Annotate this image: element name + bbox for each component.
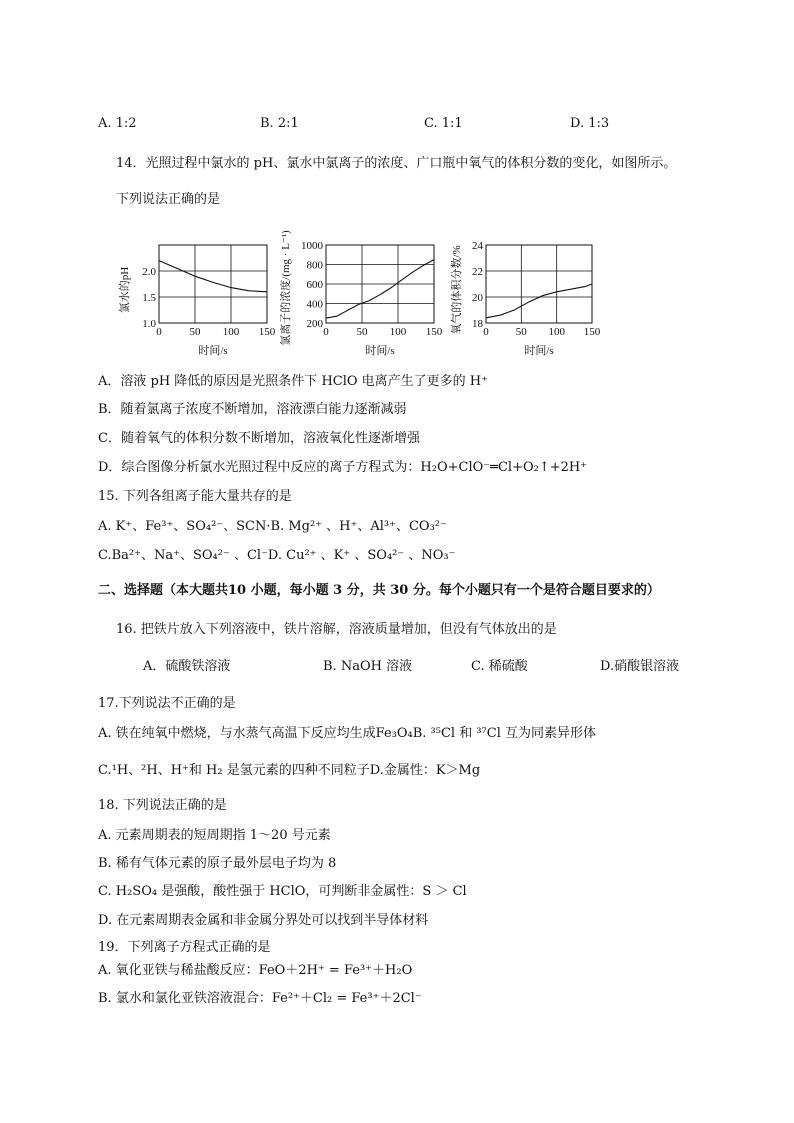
q13-option-d: D. 1:3 [570, 116, 610, 131]
chart-chloride-xlabel: 时间/s [365, 345, 395, 357]
chart-oxygen-series-line [486, 284, 592, 318]
chart-oxygen-ylabel: 氧气的体积分数/% [451, 245, 463, 335]
chart-ph-xtick-0: 0 [156, 326, 162, 338]
q15-row-cd: C.Ba²⁺、Na⁺、SO₄²⁻ 、Cl⁻D. Cu²⁺ 、K⁺ 、SO₄²⁻ 、NO₃⁻ [98, 548, 456, 563]
q18-option-d: D. 在元素周期表金属和非金属分界处可以找到半导体材料 [98, 913, 429, 928]
chart-chloride-ytick-200: 200 [306, 318, 323, 330]
q18-option-a: A. 元素周期表的短周期指 1～20 号元素 [98, 828, 331, 843]
q16-stem: 16. 把铁片放入下列溶液中，铁片溶解，溶液质量增加，但没有气体放出的是 [116, 622, 557, 637]
q14-option-a: A．溶液 pH 降低的原因是光照条件下 HClO 电离产生了更多的 H⁺ [98, 374, 489, 389]
q16-option-b: B. NaOH 溶液 [323, 659, 413, 674]
chart-ph-xtick-150: 150 [258, 326, 276, 338]
q14-stem: 14．光照过程中氯水的 pH、氯水中氯离子的浓度、广口瓶中氧气的体积分数的变化，如图所示。 [116, 156, 677, 171]
chart-chloride-ytick-600: 600 [306, 279, 323, 291]
chart-chloride-ytick-800: 800 [306, 259, 323, 272]
chart-chloride-xtick-150: 150 [425, 326, 443, 338]
chart-chloride-xtick-50: 50 [356, 326, 368, 338]
chart-ph-xtick-100: 100 [222, 326, 240, 338]
q17-stem: 17.下列说法不正确的是 [98, 696, 236, 711]
q18-option-c: C. H₂SO₄ 是强酸，酸性强于 HClO，可判断非金属性：S ＞ Cl [98, 884, 467, 899]
chart-oxygen-ytick-20: 20 [472, 292, 483, 304]
chart-chloride-svg [280, 218, 450, 363]
q14-option-d: D．综合图像分析氯水光照过程中反应的离子方程式为：H₂O+ClO⁻═Cl+O₂↑+2H⁺ [98, 460, 588, 475]
chart-oxygen-xlabel: 时间/s [524, 345, 554, 357]
section-2-heading: 二、选择题（本大题共10 小题，每小题 3 分，共 30 分。每个小题只有一个是符合题目要求的） [98, 583, 660, 598]
chart-oxygen-xtick-150: 150 [583, 326, 601, 338]
chart-ph-frame [159, 245, 267, 323]
chart-oxygen-xtick-0: 0 [483, 326, 489, 338]
chart-ph-series-line [159, 261, 267, 292]
chart-chloride-ytick-1000: 1000 [301, 240, 323, 252]
chart-ph [112, 218, 282, 367]
q17-row-ab: A. 铁在纯氧中燃烧，与水蒸气高温下反应均生成Fe₃O₄B. ³⁵Cl 和 ³⁷Cl 互为同素异形体 [98, 726, 597, 741]
q16-option-d: D.硝酸银溶液 [600, 659, 680, 674]
chart-oxygen-ytick-18: 18 [472, 318, 483, 330]
chart-ph-ytick-1-5: 1.5 [142, 292, 156, 304]
q14-option-b: B．随着氯离子浓度不断增加，溶液漂白能力逐渐减弱 [98, 402, 407, 417]
chart-ph-svg [112, 218, 282, 363]
chart-oxygen-xtick-50: 50 [515, 326, 527, 338]
q13-option-b: B. 2:1 [260, 116, 299, 131]
q16-option-c: C. 稀硫酸 [471, 659, 528, 674]
chart-oxygen-xtick-100: 100 [548, 326, 565, 338]
chart-ph-xtick-50: 50 [189, 326, 201, 338]
chart-oxygen [448, 218, 618, 367]
q16-option-a: A．硫酸铁溶液 [143, 659, 231, 674]
q18-option-b: B. 稀有气体元素的原子最外层电子均为 8 [98, 856, 337, 871]
chart-ph-ytick-2-0: 2.0 [142, 266, 156, 278]
chart-oxygen-ytick-24: 24 [472, 240, 483, 252]
q13-option-a: A. 1:2 [98, 116, 137, 131]
chart-chloride-xtick-0: 0 [323, 326, 329, 338]
q19-stem: 19．下列离子方程式正确的是 [98, 940, 271, 955]
chart-ph-ytick-1-0: 1.0 [142, 318, 156, 330]
q14-prompt: 下列说法正确的是 [116, 192, 221, 207]
chart-ph-xlabel: 时间/s [198, 345, 228, 357]
q19-option-b: B. 氯水和氯化亚铁溶液混合：Fe²⁺＋Cl₂ = Fe³⁺＋2Cl⁻ [98, 991, 422, 1006]
chart-ph-ylabel: 氯水的pH [119, 266, 131, 314]
q15-stem: 15. 下列各组离子能大量共存的是 [98, 489, 292, 504]
chart-oxygen-frame [486, 245, 592, 323]
q19-option-a: A. 氧化亚铁与稀盐酸反应：FeO＋2H⁺ = Fe³⁺＋H₂O [98, 963, 413, 978]
q14-option-c: C．随着氧气的体积分数不断增加，溶液氧化性逐渐增强 [98, 431, 420, 446]
chart-chloride-series-line [326, 260, 434, 319]
chart-chloride-ytick-400: 400 [306, 298, 323, 311]
q15-row-ab: A. K⁺、Fe³⁺、SO₄²⁻、SCN·B. Mg²⁺ 、H⁺、Al³⁺、CO₃²⁻ [98, 519, 447, 534]
chart-chloride-ylabel: 氯离子的浓度/(mg · L⁻¹) [280, 230, 292, 346]
q17-row-cd: C.¹H、²H、H⁺和 H₂ 是氢元素的四种不同粒子D.金属性：K＞Mg [98, 763, 481, 778]
chart-chloride-xtick-100: 100 [389, 326, 407, 338]
chart-oxygen-svg [448, 218, 618, 363]
q13-option-c: C. 1:1 [424, 116, 463, 131]
chart-chloride [280, 218, 450, 367]
chart-oxygen-ytick-22: 22 [472, 266, 483, 278]
q18-stem: 18. 下列说法正确的是 [98, 798, 227, 813]
